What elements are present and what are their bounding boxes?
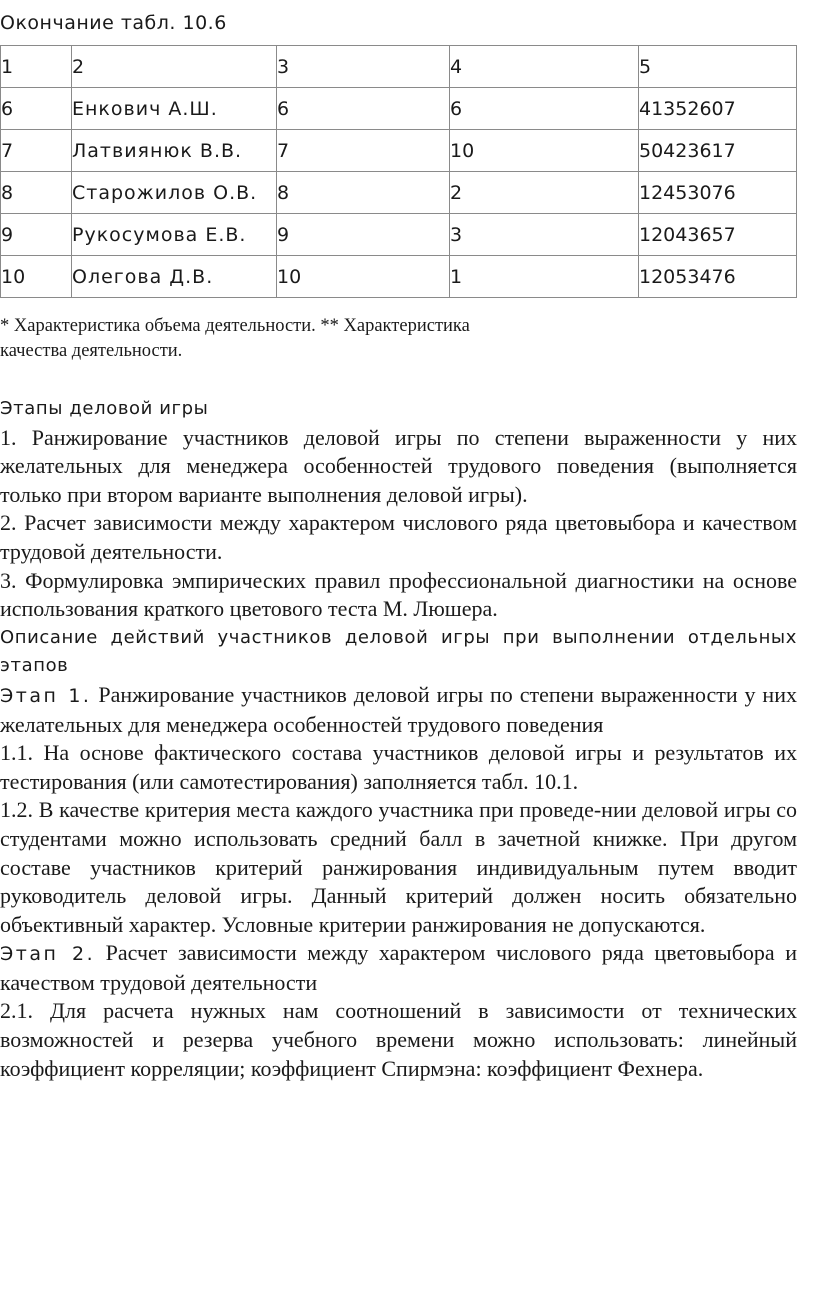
description-heading: Описание действий участников деловой игры при выполнении отдельных этапов <box>0 626 797 677</box>
table-row <box>1 214 797 256</box>
table-header-row <box>1 46 797 88</box>
table-cell: 7 <box>1 130 72 172</box>
stage2-title-text: Расчет зависимости между характером числового ряда цветовыбора и качеством трудовой деятельности <box>0 940 797 995</box>
table-footnote: * Характеристика объема деятельности. ** Характеристика качества деятельности. <box>0 316 470 361</box>
table-cell: 6 <box>450 88 639 130</box>
stage-list-item: 1. Ранжирование участников деловой игры по степени выраженности у них желательных для менеджера особенностей трудового поведения (выполняется только при втором варианте выполнения деловой игры). <box>0 424 797 507</box>
table-cell: 9 <box>277 214 450 256</box>
table-cell: 12053476 <box>639 256 797 298</box>
table-row <box>1 88 797 130</box>
stage-list-item: 3. Формулировка эмпирических правил профессиональной диагностики на основе использования краткого цветового теста М. Люшера. <box>0 567 797 622</box>
table-cell: 6 <box>277 88 450 130</box>
table-cell: 8 <box>1 172 72 214</box>
table-cell: 12453076 <box>639 172 797 214</box>
table-cell: 7 <box>277 130 450 172</box>
table-cell: 9 <box>1 214 72 256</box>
body-text <box>0 395 797 1083</box>
stage1-item: 1.2. В качестве критерия места каждого участника при проведе-нии деловой игры со студентами можно использовать средний балл в зачетной книжке. При другом составе участников критерий ранжирования индивидуальным путем вводит руководитель деловой игры. Данный критерий должен носить обязательно объективный характер. Условные критерии ранжирования не допускаются. <box>0 797 797 937</box>
stage1-title <box>0 681 797 739</box>
table-row <box>1 256 797 298</box>
header-cell: 2 <box>72 46 277 88</box>
header-cell: 4 <box>450 46 639 88</box>
stage2-title <box>0 939 797 997</box>
table-row <box>1 172 797 214</box>
table-cell: 10 <box>450 130 639 172</box>
stage2-label: Этап 2. <box>0 943 96 966</box>
table-cell: 50423617 <box>639 130 797 172</box>
stage1-title-text: Ранжирование участников деловой игры по степени выраженности у них желательных для менеджера особенностей трудового поведения <box>0 681 797 737</box>
table-cell: Латвиянюк В.В. <box>72 130 277 172</box>
header-cell: 5 <box>639 46 797 88</box>
table-cell: 10 <box>1 256 72 298</box>
results-table <box>0 45 797 298</box>
table-cell: Олегова Д.В. <box>72 256 277 298</box>
table-cell: 3 <box>450 214 639 256</box>
header-cell: 3 <box>277 46 450 88</box>
table-cell: 6 <box>1 88 72 130</box>
table-cell: Старожилов О.В. <box>72 172 277 214</box>
stage-list-item: 2. Расчет зависимости между характером числового ряда цветовыбора и качеством трудовой деятельности. <box>0 510 797 564</box>
table-cell: 41352607 <box>639 88 797 130</box>
header-cell: 1 <box>1 46 72 88</box>
stage2-item: 2.1. Для расчета нужных нам соотношений в зависимости от технических возможностей и резерва учебного времени можно использовать: линейный коэффициент корреляции; коэффициент Спирмэна: коэффициент Фехнера. <box>0 998 797 1081</box>
stage1-item: 1.1. На основе фактического состава участников деловой игры и результатов их тестирования (или самотестирования) заполняется табл. 10.1. <box>0 740 797 794</box>
stages-heading: Этапы деловой игры <box>0 398 209 419</box>
table-row <box>1 130 797 172</box>
stage1-label: Этап 1. <box>0 684 92 707</box>
table-cell: 12043657 <box>639 214 797 256</box>
table-cell: 8 <box>277 172 450 214</box>
table-cell: 2 <box>450 172 639 214</box>
table-cell: Енкович А.Ш. <box>72 88 277 130</box>
table-caption: Окончание табл. 10.6 <box>0 12 227 34</box>
table-cell: 1 <box>450 256 639 298</box>
table-cell: 10 <box>277 256 450 298</box>
table-cell: Рукосумова Е.В. <box>72 214 277 256</box>
